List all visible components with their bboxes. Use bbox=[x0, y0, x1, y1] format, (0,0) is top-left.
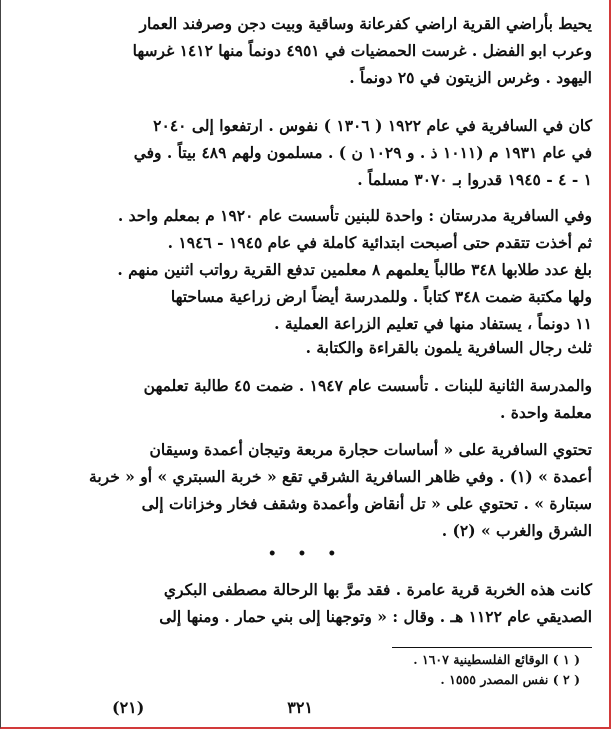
page-footer bbox=[14, 698, 598, 722]
paragraph-antiquities: تحتوي السافرية على « أساسات حجارة مربعة وتيجان أعمدة وسيقان أعمدة » (١) . وفي ظاهر السافرية الشرقي تقع « خربة السبتري » أو « خربة سبتارة » . تحتوي على « تل أنقاض وأعمدة وشقف فخار وخزانات إلى الشرق والغرب » (٢) . bbox=[89, 440, 592, 540]
page-number-secondary: (٢١) bbox=[112, 698, 145, 717]
footnote-rule bbox=[392, 647, 592, 648]
footnote-1: ( ١ ) الوقائع الفلسطينية ١٦٠٧ . bbox=[413, 652, 580, 667]
paragraph-population: كان في السافرية في عام ١٩٢٢ ( ١٣٠٦ ) نفوس . ارتفعوا إلى ٢٠٤٠ في عام ١٩٣١ م (١٠١١ ذ . و ١٠٢٩ ن ) . مسلمون ولهم ٤٨٩ بيتاً . وفي ١ - ٤ - ١٩٤٥ قدروا بـ ٣٠٧٠ مسلماً . bbox=[133, 116, 592, 189]
paragraph-schools: وفي السافرية مدرستان : واحدة للبنين تأسست عام ١٩٢٠ م بمعلم واحد . ثم أخذت تتقدم حتى أصبحت ابتدائية كاملة في عام ١٩٤٥ - ١٩٤٦ . بلغ عدد طلابها ٣٤٨ طالباً يعلمهم ٨ معلمين تدفع القرية رواتب اثنين منهم . ولها مكتبة ضمت ٣٤٨ كتاباً . وللمدرسة أيضاً ارض زراعية مساحتها ١١ دونماً ، يستفاد منها في تعليم الزراعة العملية . bbox=[117, 206, 592, 333]
paragraph-literacy: ثلث رجال السافرية يلمون بالقراءة والكتابة . bbox=[305, 338, 592, 357]
section-separator: • • • bbox=[267, 546, 345, 562]
footnote-2: ( ٢ ) نفس المصدر ١٥٥٥ . bbox=[440, 672, 580, 687]
paragraph-girls-school: والمدرسة الثانية للبنات . تأسست عام ١٩٤٧ . ضمت ٤٥ طالبة تعلمهن معلمة واحدة . bbox=[143, 376, 592, 422]
document-page bbox=[14, 6, 598, 720]
paragraph-lands: يحيط بأراضي القرية اراضي كفرعانة وساقية وبيت دجن وصرفند العمار وعرب ابو الفضل . غرست الحمضيات في ٤٩٥١ دونماً منها ١٤١٢ غرسها اليهود . وغرس الزيتون في ٢٥ دونماً . bbox=[132, 14, 592, 87]
footnotes bbox=[260, 650, 580, 690]
page-number: ٣٢١ bbox=[287, 698, 313, 717]
paragraph-khirbet: كانت هذه الخربة قرية عامرة . فقد مرَّ بها الرحالة مصطفى البكري الصديقي عام ١١٢٢ هـ . وقال : « وتوجهنا إلى بني حمار . ومنها إلى bbox=[159, 580, 592, 626]
